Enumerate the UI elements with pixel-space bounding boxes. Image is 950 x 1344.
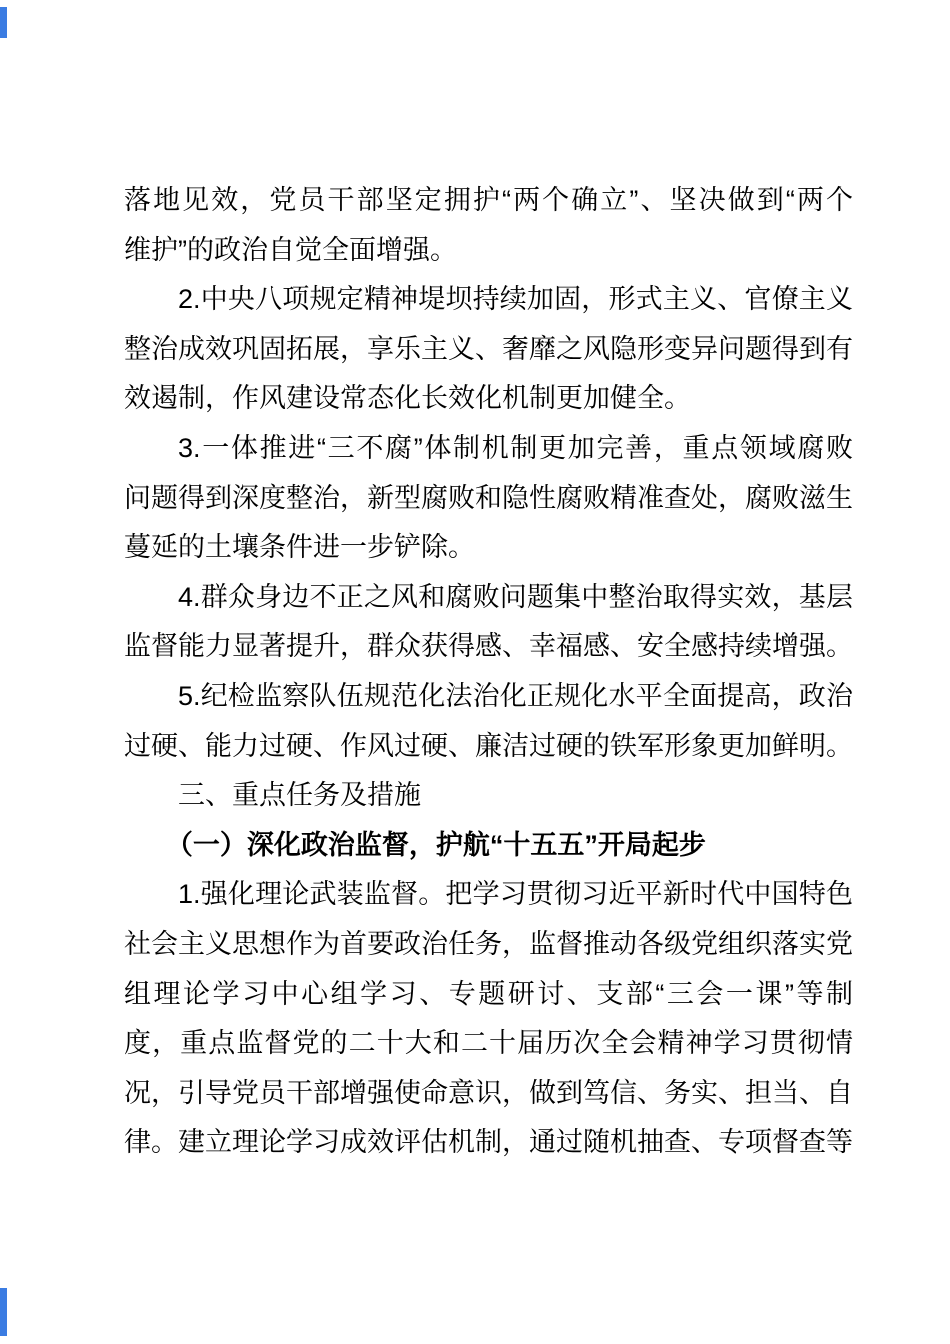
- paragraph-line: 律。建立理论学习成效评估机制，通过随机抽查、专项督查等: [124, 1127, 853, 1158]
- paragraph-line: 1.强化理论武装监督。把学习贯彻习近平新时代中国特色: [178, 879, 853, 910]
- paragraph-line: 效遏制，作风建设常态化长效化机制更加健全。: [124, 383, 691, 414]
- paragraph-line: 落地见效，党员干部坚定拥护“两个确立”、坚决做到“两个: [124, 185, 853, 215]
- paragraph-line: 况，引导党员干部增强使命意识，做到笃信、务实、担当、自: [124, 1077, 853, 1108]
- paragraph-line: 问题得到深度整治，新型腐败和隐性腐败精准查处，腐败滋生: [124, 482, 853, 513]
- paragraph-line: 5.纪检监察队伍规范化法治化正规化水平全面提高，政治: [178, 680, 853, 711]
- paragraph-line: 2.中央八项规定精神堤坝持续加固，形式主义、官僚主义: [178, 284, 853, 315]
- paragraph-line: 维护”的政治自觉全面增强。: [124, 234, 457, 265]
- paragraph-line: 4.群众身边不正之风和腐败问题集中整治取得实效，基层: [178, 581, 853, 612]
- paragraph-line: 社会主义思想作为首要政治任务，监督推动各级党组织落实党: [124, 928, 853, 959]
- paragraph-line: 3.一体推进“三不腐”体制机制更加完善，重点领域腐败: [178, 432, 853, 463]
- page-edge-mark-top: [0, 7, 7, 38]
- paragraph-line: 度，重点监督党的二十大和二十届历次全会精神学习贯彻情: [124, 1028, 853, 1059]
- page-edge-mark-bottom: [0, 1288, 7, 1336]
- paragraph-line: 整治成效巩固拓展，享乐主义、奢靡之风隐形变异问题得到有: [124, 333, 853, 364]
- section-heading-line: （一）深化政治监督，护航“十五五”开局起步: [165, 829, 706, 860]
- document-body: [124, 176, 853, 1168]
- paragraph-line: 蔓延的土壤条件进一步铲除。: [124, 532, 475, 563]
- paragraph-line: 监督能力显著提升，群众获得感、幸福感、安全感持续增强。: [124, 631, 853, 662]
- chapter-heading-line: 三、重点任务及措施: [178, 780, 421, 811]
- paragraph-line: 组理论学习中心组学习、专题研讨、支部“三会一课”等制: [124, 978, 853, 1009]
- paragraph-line: 过硬、能力过硬、作风过硬、廉洁过硬的铁军形象更加鲜明。: [124, 730, 853, 761]
